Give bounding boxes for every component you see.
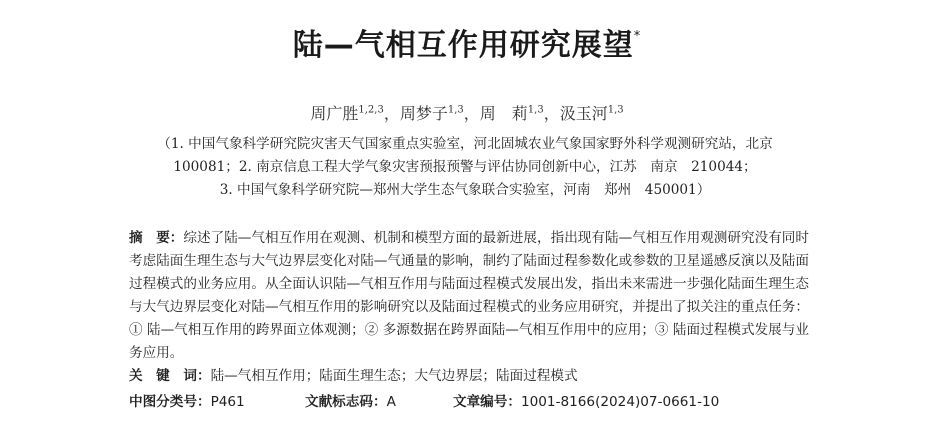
author-affiliation-mark: 1,3 [527,104,544,116]
paper-title [0,20,934,64]
author-affiliation-mark: 1,3 [447,104,464,116]
abstract-text: 综述了陆—气相互作用在观测、机制和模型方面的最新进展，指出现有陆—气相互作用观测研究没有同时考虑陆面生理生态与大气边界层变化对陆—气通量的影响，制约了陆面过程参数化或参数的卫星遥感反演以及陆面过程模式的业务应用。从全面认识陆—气相互作用与陆面过程模式发展出发，指出未来需进一步强化陆面生理生态与大气边界层变化对陆—气相互作用的影响研究以及陆面过程模式的业务应用研究，并提出了拟关注的重点任务：① 陆—气相互作用的跨界面立体观测；② 多源数据在跨界面陆—气相互作用中的应用；③ 陆面过程模式发展与业务应用。 [129,230,810,361]
doc-code-value: A [386,394,396,410]
keywords-label: 关 键 词： [129,368,211,384]
author-name: 周梦子 [399,104,448,123]
article-number-value: 1001-8166(2024)07-0661-10 [520,394,720,410]
doc-code-label: 文献标志码： [305,394,387,410]
doc-code-cell [305,390,453,410]
paper-title-text: 陆—气相互作用研究展望 [292,28,634,63]
author-name: 周广胜 [310,104,359,123]
title-footnote-mark: * [633,29,642,44]
author-separator: ， [383,104,400,123]
clc-value: P461 [210,394,245,410]
author-affiliation-mark: 1,2,3 [358,104,384,116]
affiliation-line: （1. 中国气象科学研究院灾害天气国家重点实验室，河北固城农业气象国家野外科学观测研究站，北京 [157,136,773,152]
article-number-cell [453,390,719,410]
clc-cell [129,390,305,410]
author-separator: ， [463,104,480,123]
affiliation-line: 3. 中国气象科学研究院—郑州大学生态气象联合实验室，河南 郑州 450001） [219,182,711,198]
classification-row [129,390,819,410]
author-affiliation-mark: 1,3 [607,104,624,116]
keywords-text: 陆—气相互作用；陆面生理生态；大气边界层；陆面过程模式 [210,368,578,384]
abstract-label: 摘 要： [129,230,184,246]
clc-label: 中图分类号： [129,394,211,410]
affiliations [110,133,820,202]
author-name: 汲玉河 [559,104,608,123]
author-name: 周 莉 [479,104,528,123]
abstract-block [129,227,809,388]
author-list [0,101,934,124]
affiliation-line: 100081；2. 南京信息工程大学气象灾害预报预警与评估协同创新中心，江苏 南京 210044； [173,159,757,175]
author-separator: ， [543,104,560,123]
article-number-label: 文章编号： [453,394,521,410]
